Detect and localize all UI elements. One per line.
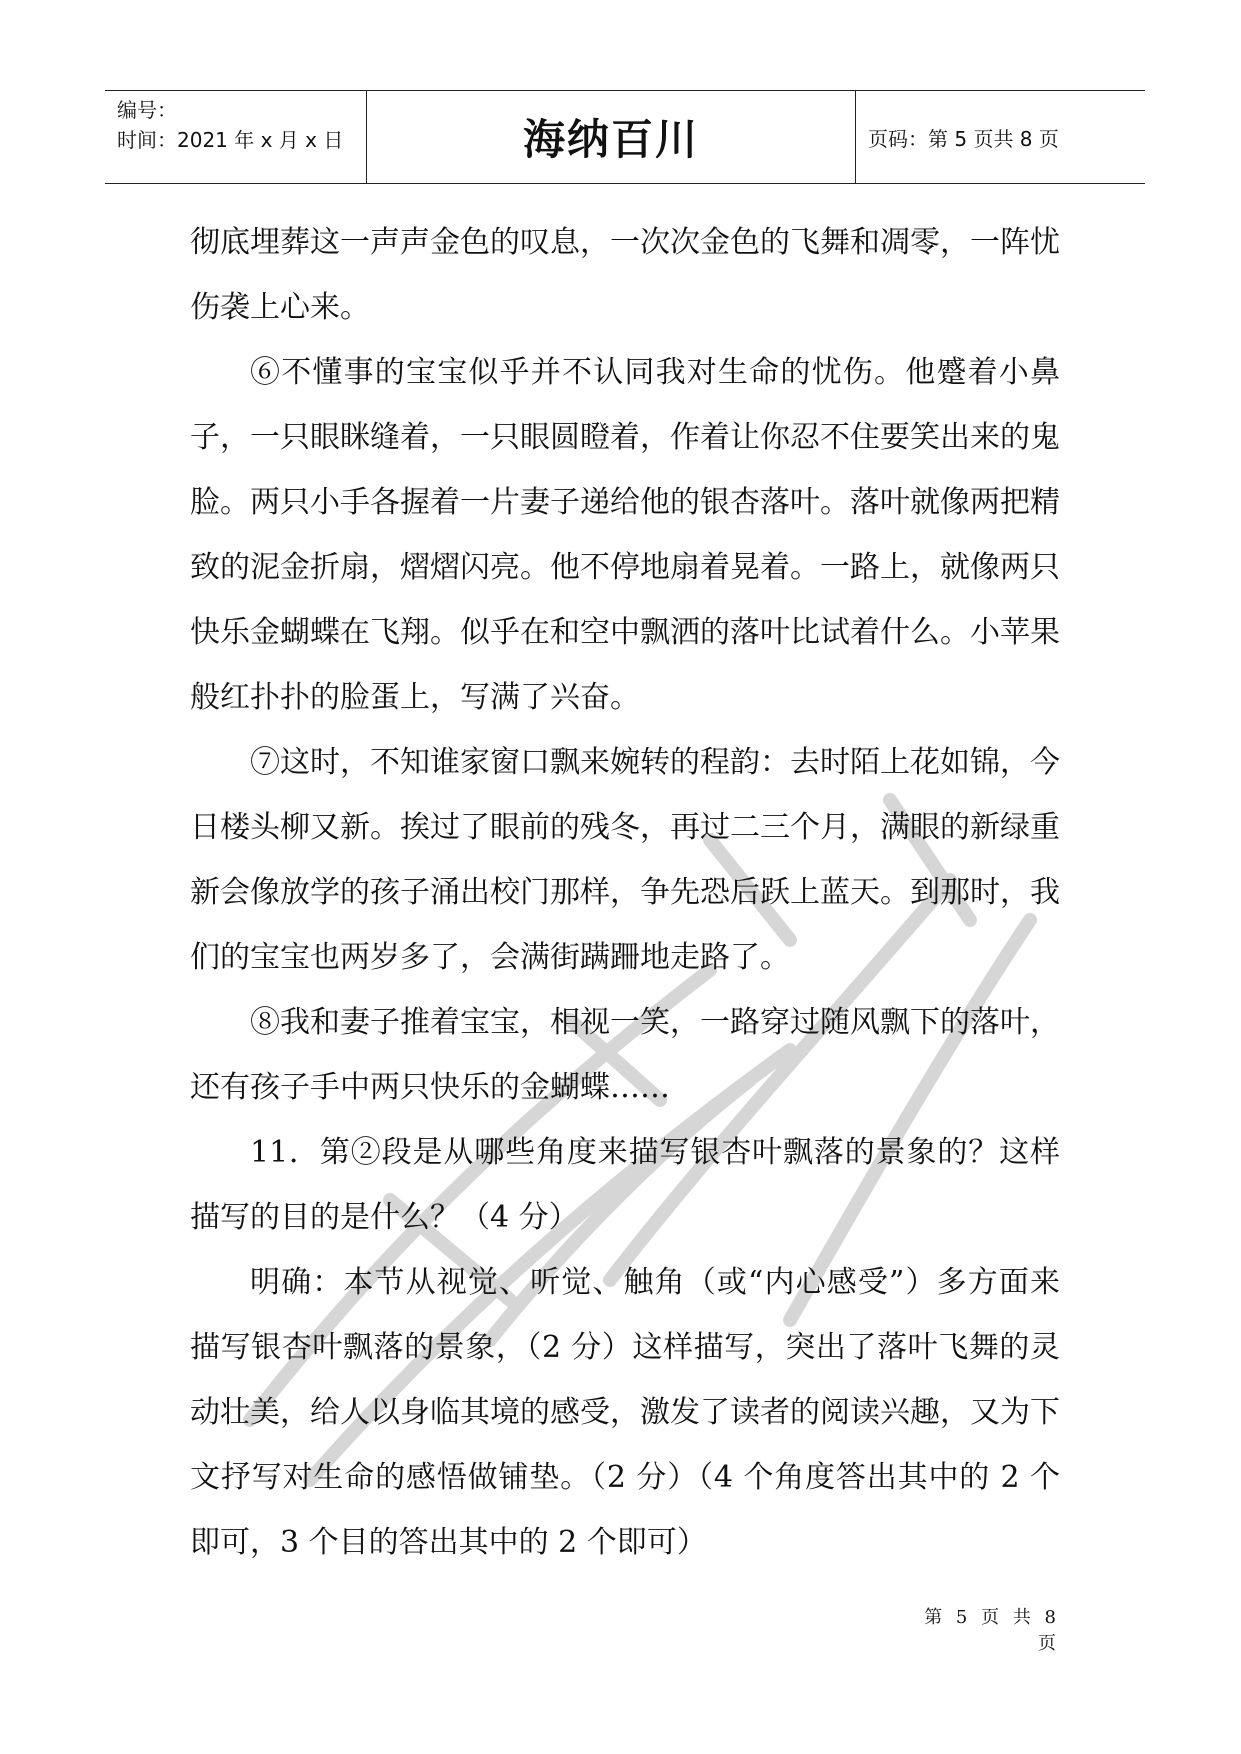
paragraph: ⑦这时，不知谁家窗口飘来婉转的程韵：去时陌上花如锦，今日楼头柳又新。挨过了眼前的残冬，再过二三个月，满眼的新绿重新会像放学的孩子涌出校门那样，争先恐后跃上蓝天。到那时，我们的宝宝也两岁多了，会满街蹒跚地走路了。	[190, 745, 1060, 975]
paragraph: 彻底埋葬这一声声金色的叹息，一次次金色的飞舞和凋零，一阵忧伤袭上心来。	[190, 225, 1060, 325]
page-footer: 第 5 页 共 8 页	[924, 1607, 1060, 1654]
header-number-label: 编号：	[117, 98, 177, 122]
page-header	[105, 90, 1145, 184]
paragraph: ⑧我和妻子推着宝宝，相视一笑，一路穿过随风飘下的落叶，还有孩子手中两只快乐的金蝴蝶……	[190, 1005, 1060, 1105]
question: 11．第②段是从哪些角度来描写银杏叶飘落的景象的？这样描写的目的是什么？（4 分）	[190, 1135, 1060, 1235]
header-time: 时间：2021 年 x 月 x 日	[117, 128, 344, 152]
answer: 明确：本节从视觉、听觉、触角（或“内心感受”）多方面来描写银杏叶飘落的景象，（2 分）这样描写，突出了落叶飞舞的灵动壮美，给人以身临其境的感受，激发了读者的阅读兴趣，又为下文抒写对生命的感悟做铺垫。（2 分）（4 个角度答出其中的 2 个即可，3 个目的答出其中的 2 个即可）	[190, 1265, 1060, 1560]
document-body	[190, 210, 1060, 1575]
paragraph: ⑥不懂事的宝宝似乎并不认同我对生命的忧伤。他蹙着小鼻子，一只眼眯缝着，一只眼圆瞪着，作着让你忍不住要笑出来的鬼脸。两只小手各握着一片妻子递给他的银杏落叶。落叶就像两把精致的泥金折扇，熠熠闪亮。他不停地扇着晃着。一路上，就像两只快乐金蝴蝶在飞翔。似乎在和空中飘洒的落叶比试着什么。小苹果般红扑扑的脸蛋上，写满了兴奋。	[190, 355, 1060, 715]
header-page-code: 页码：第 5 页共 8 页	[868, 126, 1059, 151]
header-title: 海纳百川	[367, 91, 856, 183]
header-meta	[105, 91, 367, 183]
